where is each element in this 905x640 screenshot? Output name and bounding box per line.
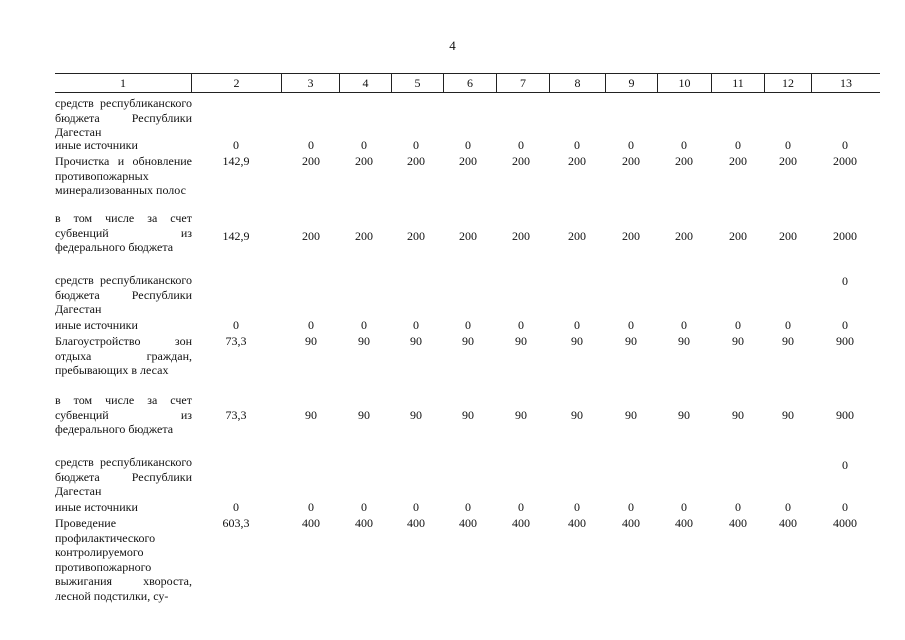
cell-value: 200	[407, 229, 425, 243]
page-number: 4	[449, 38, 456, 53]
cell-value: 0	[361, 318, 367, 332]
cell-value: 73,3	[225, 408, 247, 422]
cell-value: 900	[836, 334, 854, 348]
cell-value: 200	[729, 154, 747, 168]
cell-value: 0	[233, 318, 239, 332]
cell-value: 0	[518, 500, 524, 514]
cell-value: 90	[462, 334, 474, 348]
cell-value: 0	[465, 500, 471, 514]
header-cell: 4	[340, 74, 392, 92]
cell-value: 200	[568, 154, 586, 168]
header-cell: 2	[192, 74, 282, 92]
cell-value: 200	[302, 154, 320, 168]
cell-value: 90	[571, 334, 583, 348]
cell-value: 0	[842, 458, 848, 472]
cell-value: 0	[842, 500, 848, 514]
cell-value: 0	[413, 318, 419, 332]
cell-value: 200	[355, 154, 373, 168]
cell-value: 0	[465, 138, 471, 152]
cell-value: 0	[233, 500, 239, 514]
cell-value: 0	[628, 138, 634, 152]
row-label: Прочистка и обновление противопожарных минерализованных полос	[55, 154, 192, 197]
cell-value: 2000	[833, 154, 857, 168]
cell-value: 0	[233, 138, 239, 152]
cell-value: 90	[515, 334, 527, 348]
header-cell: 10	[658, 74, 712, 92]
cell-value: 90	[358, 334, 370, 348]
cell-value: 400	[622, 516, 640, 530]
cell-value: 400	[355, 516, 373, 530]
cell-value: 200	[459, 229, 477, 243]
cell-value: 0	[574, 138, 580, 152]
cell-value: 0	[735, 318, 741, 332]
cell-value: 0	[413, 500, 419, 514]
cell-value: 200	[568, 229, 586, 243]
cell-value: 90	[515, 408, 527, 422]
cell-value: 0	[518, 138, 524, 152]
cell-value: 400	[675, 516, 693, 530]
header-cell: 1	[55, 74, 192, 92]
cell-value: 0	[681, 138, 687, 152]
row-label: иные источники	[55, 138, 138, 152]
cell-value: 0	[628, 318, 634, 332]
cell-value: 0	[842, 274, 848, 288]
cell-value: 200	[512, 154, 530, 168]
row-label: иные источники	[55, 500, 138, 514]
cell-value: 2000	[833, 229, 857, 243]
row-label: Благоустройство зон отдыха граждан, пребывающих в лесах	[55, 334, 192, 377]
cell-value: 0	[681, 318, 687, 332]
cell-value: 400	[407, 516, 425, 530]
header-cell: 7	[497, 74, 550, 92]
header-cell: 5	[392, 74, 444, 92]
cell-value: 603,3	[222, 516, 250, 530]
cell-value: 200	[512, 229, 530, 243]
cell-value: 90	[571, 408, 583, 422]
cell-value: 0	[574, 500, 580, 514]
cell-value: 90	[625, 408, 637, 422]
row-label: в том числе за счет субвенций из федерального бюджета	[55, 393, 192, 436]
header-cell: 13	[840, 76, 852, 90]
header-cell: 12	[765, 74, 812, 92]
cell-value: 90	[305, 408, 317, 422]
cell-value: 200	[779, 154, 797, 168]
cell-value: 0	[842, 318, 848, 332]
cell-value: 200	[302, 229, 320, 243]
cell-value: 90	[732, 334, 744, 348]
cell-value: 0	[735, 500, 741, 514]
cell-value: 73,3	[225, 334, 247, 348]
cell-value: 90	[358, 408, 370, 422]
cell-value: 400	[779, 516, 797, 530]
cell-value: 90	[732, 408, 744, 422]
cell-value: 400	[729, 516, 747, 530]
cell-value: 90	[462, 408, 474, 422]
cell-value: 200	[779, 229, 797, 243]
row-label: иные источники	[55, 318, 138, 332]
cell-value: 90	[782, 408, 794, 422]
cell-value: 0	[842, 138, 848, 152]
cell-value: 90	[410, 408, 422, 422]
cell-value: 0	[628, 500, 634, 514]
cell-value: 200	[355, 229, 373, 243]
cell-value: 200	[675, 154, 693, 168]
row-label: в том числе за счет субвенций из федерального бюджета	[55, 211, 192, 254]
cell-value: 400	[568, 516, 586, 530]
cell-value: 200	[729, 229, 747, 243]
cell-value: 90	[625, 334, 637, 348]
cell-value: 900	[836, 408, 854, 422]
header-cell: 9	[606, 74, 658, 92]
cell-value: 142,9	[222, 154, 250, 168]
cell-value: 0	[413, 138, 419, 152]
cell-value: 200	[622, 229, 640, 243]
cell-value: 0	[574, 318, 580, 332]
cell-value: 0	[681, 500, 687, 514]
cell-value: 90	[305, 334, 317, 348]
cell-value: 0	[308, 500, 314, 514]
cell-value: 200	[675, 229, 693, 243]
cell-value: 142,9	[222, 229, 250, 243]
cell-value: 0	[518, 318, 524, 332]
cell-value: 200	[407, 154, 425, 168]
row-label: средств республиканского бюджета Республики Дагестан	[55, 273, 192, 316]
cell-value: 0	[465, 318, 471, 332]
table-header	[55, 73, 880, 93]
cell-value: 4000	[833, 516, 857, 530]
cell-value: 0	[785, 500, 791, 514]
header-cell: 11	[712, 74, 765, 92]
cell-value: 400	[512, 516, 530, 530]
cell-value: 90	[678, 408, 690, 422]
cell-value: 200	[622, 154, 640, 168]
header-cell: 3	[282, 74, 340, 92]
cell-value: 0	[308, 318, 314, 332]
cell-value: 0	[308, 138, 314, 152]
cell-value: 200	[459, 154, 477, 168]
row-label: средств республиканского бюджета Республики Дагестан	[55, 455, 192, 498]
cell-value: 90	[678, 334, 690, 348]
header-cell: 6	[444, 74, 497, 92]
cell-value: 0	[785, 138, 791, 152]
cell-value: 0	[361, 138, 367, 152]
cell-value: 400	[302, 516, 320, 530]
cell-value: 0	[785, 318, 791, 332]
cell-value: 400	[459, 516, 477, 530]
cell-value: 90	[782, 334, 794, 348]
row-label: средств республиканского бюджета Республики Дагестан	[55, 96, 192, 139]
cell-value: 0	[735, 138, 741, 152]
row-label: Проведение профилактического контролируемого противопожарного выжигания хвороста, лесной подстилки, су-	[55, 516, 192, 603]
cell-value: 90	[410, 334, 422, 348]
header-cell: 8	[550, 74, 606, 92]
cell-value: 0	[361, 500, 367, 514]
